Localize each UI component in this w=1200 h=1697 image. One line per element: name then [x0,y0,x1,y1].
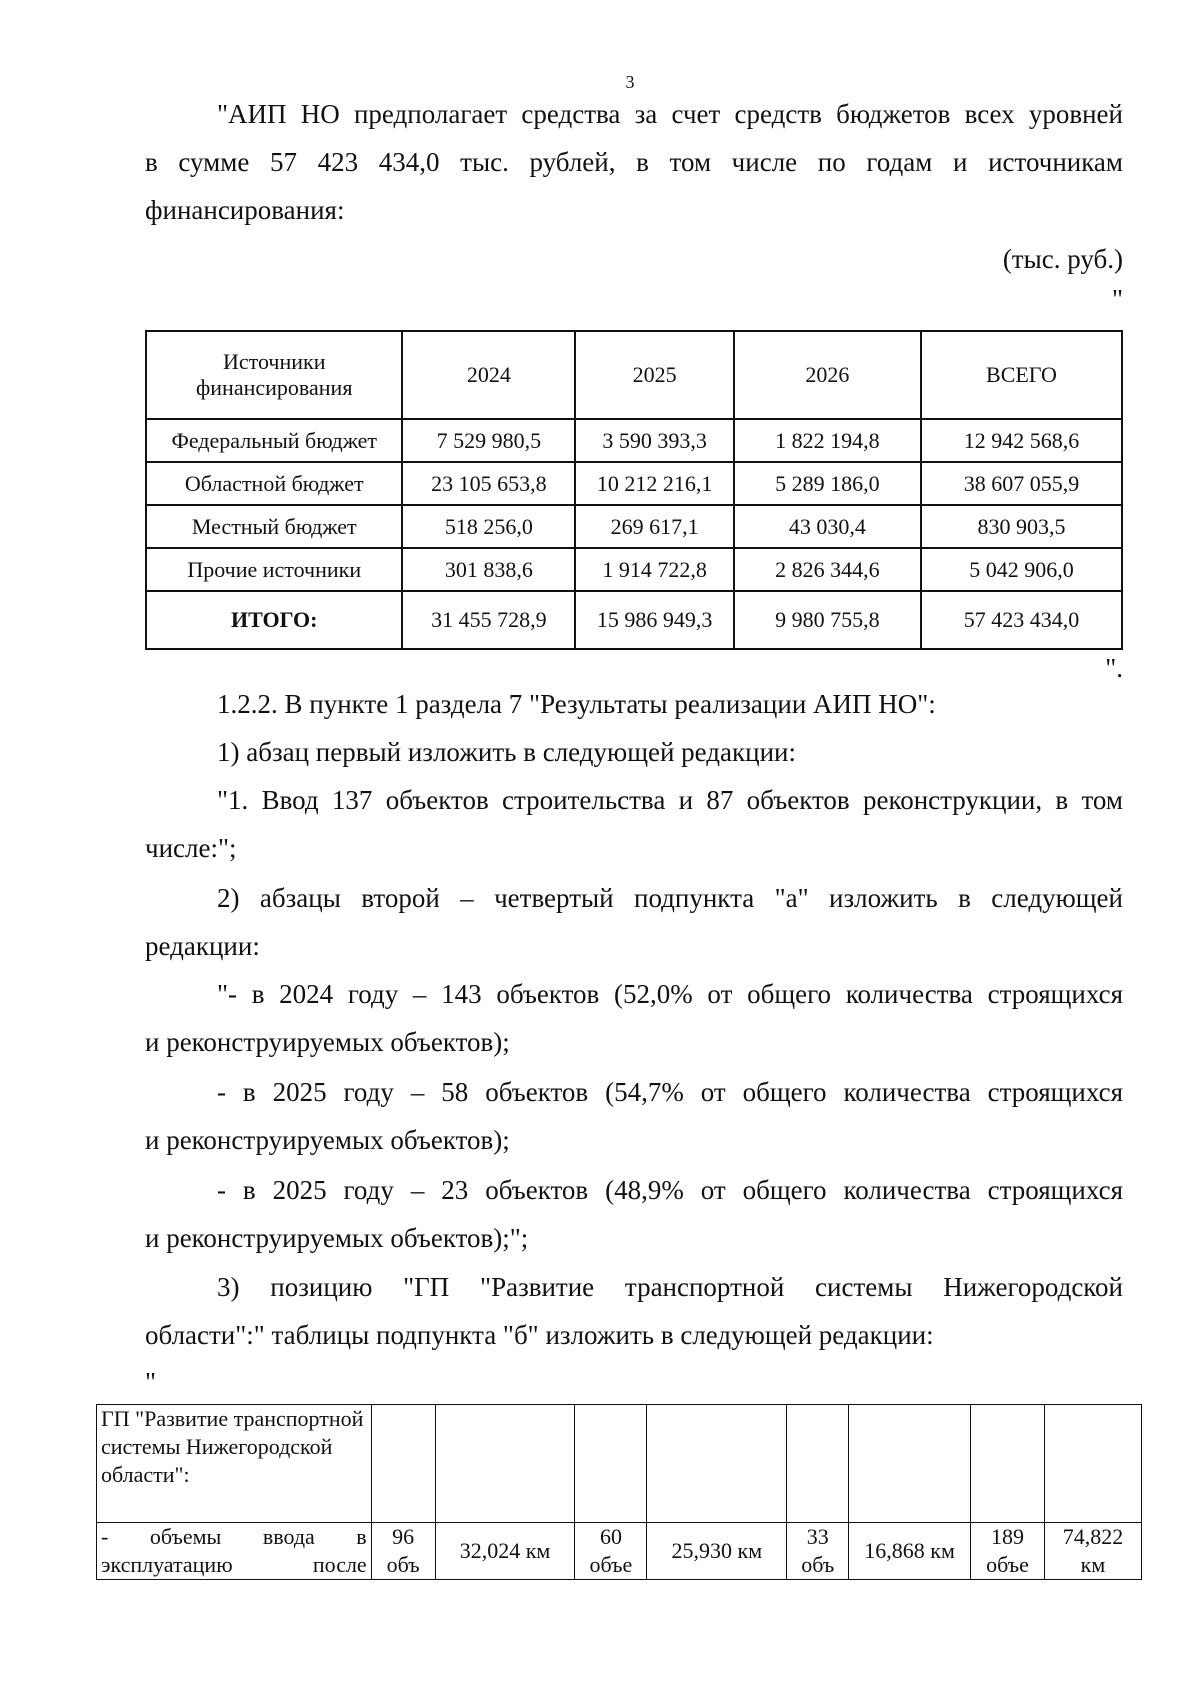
gp-row-label-line-1: - объемы ввода в [101,1524,367,1549]
header-2026: 2026 [734,331,921,419]
table-cell: 3 590 393,3 [575,419,734,462]
km-unit: км [1080,1552,1106,1577]
table-cell [371,1405,435,1523]
table-cell: Областной бюджет [146,462,402,505]
page-number: 3 [625,72,635,92]
quote-open-2: " [145,1367,157,1397]
objects-count: 33 [806,1524,829,1549]
table-cell: 830 903,5 [921,505,1122,548]
table-cell: 269 617,1 [575,505,734,548]
table-cell [371,1523,435,1580]
intro-line-3: финансирования: [145,195,345,225]
table-cell: Местный бюджет [146,505,402,548]
table-cell [575,1405,647,1523]
paragraph-quote-1-a: "1. Ввод 137 объектов строительства и 87 объектов реконструкции, в том [217,785,1123,815]
table-cell: 43 030,4 [734,505,921,548]
paragraph-item-3-a: 3) позицию "ГП "Развитие транспортной системы Нижегородской [217,1272,1123,1302]
gp-program-label: ГП "Развитие транспортной системы Нижегородской области": [97,1405,372,1523]
table-cell: 10 212 216,1 [575,462,734,505]
units-label: (тыс. руб.) [1002,244,1123,274]
km-value: 74,822 [1062,1524,1124,1549]
table-cell [575,1523,647,1580]
header-2025: 2025 [575,331,734,419]
table-cell: 9 980 755,8 [734,591,921,649]
paragraph-item-1: 1) абзац первый изложить в следующей редакции: [217,737,796,767]
table-cell: 1 914 722,8 [575,548,734,591]
paragraph-item-3-b: области":" таблицы подпункта "б" изложить в следующей редакции: [145,1320,934,1350]
table-row [146,419,1122,462]
table-cell [435,1405,575,1523]
objects-count: 189 [991,1524,1025,1549]
gp-row-label-line-2: эксплуатацию после [101,1552,367,1577]
table-row [146,548,1122,591]
table-cell: 2 826 344,6 [734,548,921,591]
table-cell: 5 289 186,0 [734,462,921,505]
table-cell: 1 822 194,8 [734,419,921,462]
objects-count: 96 [392,1524,415,1549]
table-cell [647,1405,787,1523]
header-total: ВСЕГО [921,331,1122,419]
table-cell: 57 423 434,0 [921,591,1122,649]
table-cell [1044,1523,1141,1580]
table-cell: 38 607 055,9 [921,462,1122,505]
quote-open: " [1111,284,1123,314]
paragraph-item-2-a: 2) абзацы второй – четвертый подпункта "а" изложить в следующей [217,883,1123,913]
paragraph-2025-a: - в 2025 году – 58 объектов (54,7% от общего количества строящихся [217,1077,1123,1107]
header-sources: Источники финансирования [146,331,402,419]
table-cell: 7 529 980,5 [402,419,575,462]
intro-line-2: в сумме 57 423 434,0 тыс. рублей, в том числе по годам и источникам [145,147,1123,177]
table-cell: Федеральный бюджет [146,419,402,462]
quote-close: ". [1105,653,1123,683]
table-row [97,1405,1142,1523]
table-cell [971,1523,1045,1580]
table-header-row [146,331,1122,419]
objects-unit: объ [801,1552,835,1577]
table-cell [787,1405,849,1523]
total-label: ИТОГО: [146,591,402,649]
paragraph-quote-1-b: числе:"; [145,833,237,863]
table-cell: 31 455 728,9 [402,591,575,649]
header-2024: 2024 [402,331,575,419]
paragraph-1-2-2: 1.2.2. В пункте 1 раздела 7 "Результаты реализации АИП НО": [217,689,936,719]
table-row [146,462,1122,505]
table-cell: 15 986 949,3 [575,591,734,649]
km-value: 16,868 км [849,1523,971,1580]
objects-unit: объе [986,1552,1029,1577]
financing-table [145,330,1123,650]
objects-count: 60 [599,1524,622,1549]
gp-row-label [97,1523,372,1580]
paragraph-2024-a: "- в 2024 году – 143 объектов (52,0% от общего количества строящихся [217,979,1123,1009]
table-cell: 5 042 906,0 [921,548,1122,591]
objects-unit: объ [386,1552,420,1577]
paragraph-2024-b: и реконструируемых объектов); [145,1027,510,1057]
intro-line-1: "АИП НО предполагает средства за счет средств бюджетов всех уровней [217,99,1123,129]
table-cell: Прочие источники [146,548,402,591]
table-cell [787,1523,849,1580]
table-cell: 23 105 653,8 [402,462,575,505]
table-row [146,505,1122,548]
paragraph-2025-second-a: - в 2025 году – 23 объектов (48,9% от общего количества строящихся [217,1175,1123,1205]
paragraph-2025-second-b: и реконструируемых объектов);"; [145,1223,529,1253]
table-cell: 301 838,6 [402,548,575,591]
gp-table [96,1404,1142,1580]
table-cell: 518 256,0 [402,505,575,548]
paragraph-item-2-b: редакции: [145,931,260,961]
objects-unit: объе [589,1552,633,1577]
table-cell [971,1405,1045,1523]
km-value: 25,930 км [647,1523,787,1580]
table-row [97,1523,1142,1580]
table-cell [849,1405,971,1523]
table-cell [1044,1405,1141,1523]
paragraph-2025-b: и реконструируемых объектов); [145,1125,510,1155]
table-total-row [146,591,1122,649]
km-value: 32,024 км [435,1523,575,1580]
table-cell: 12 942 568,6 [921,419,1122,462]
